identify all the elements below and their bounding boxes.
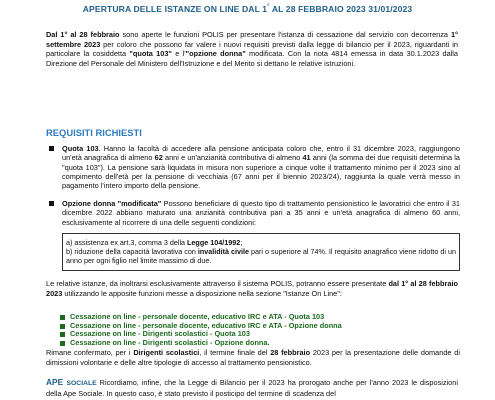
istanze-paragraph [46, 279, 458, 298]
square-bullet-icon [60, 332, 65, 337]
legge-104-label: Legge 104/1992 [187, 238, 241, 247]
rimane-text-2: , il termine finale del [199, 348, 271, 357]
rimane-dirigenti: Dirigenti scolastici [133, 348, 200, 357]
quota103-item [62, 144, 460, 190]
square-bullet-icon [60, 341, 65, 346]
section-title-requisiti: REQUISITI RICHIESTI [46, 127, 142, 138]
invalidita-label: invalidità civile [197, 247, 249, 256]
istanze-text-1: Le relative istanze, da inoltrarsi esclusivamente attraverso il sistema POLIS, potranno essere presentate [46, 279, 389, 288]
cessazione-link-label[interactable]: Cessazione on line - personale docente, educativo IRC e ATA - Opzione donna [70, 320, 342, 330]
rimane-text-1: Rimane confermato, per i [46, 348, 134, 357]
quota103-text-2: anni e un'anzianità contributiva di almeno [162, 153, 303, 163]
square-bullet-icon [49, 146, 54, 151]
rimane-date: 28 febbraio [270, 348, 311, 357]
header-middle: DAL 1 [239, 4, 268, 14]
quota103-title: Quota 103 [62, 144, 99, 153]
intro-text-2: per coloro che possono far valere i nuovi requisiti previsti dalla legge di bilancio per il 2023, riguardanti in particolare la cosiddetta [46, 39, 459, 58]
header-degree: ° [267, 4, 270, 11]
ape-text: Ricordiamo, infine, che la Legge di Bilancio per il 2023 ha prorogato anche per l'anno 2023 le disposizioni della Ape Sociale. In questo caso, è stato previsto il posticipo del termine di scadenza del [46, 378, 458, 398]
istanze-dates: dal 1° al 28 febbraio 2023 [46, 279, 458, 298]
rimane-paragraph [46, 348, 460, 367]
intro-date-range: Dal 1° al 28 febbraio [46, 30, 120, 39]
ape-paragraph [46, 378, 458, 398]
istanze-text-2: utilizzando le apposite funzioni messe a disposizione nella sezione "Istanze On Line": [62, 288, 342, 298]
rimane-text-3: 2023 per la presentazione delle domande di dimissioni volontarie e delle altre tipologie di accesso al trattamento pensionistico. [46, 348, 460, 367]
cessazione-links-list [70, 313, 450, 347]
quota103-text-1: . Hanno la facoltà di accedere alla pensione anticipata coloro che, entro il 31 dicembre 2023, raggiungono un'età anagrafica di almeno [62, 144, 460, 163]
intro-quota103: "quota 103" [129, 49, 172, 58]
opzione-donna-item [62, 199, 460, 227]
square-bullet-icon [60, 315, 65, 320]
square-bullet-icon [49, 201, 54, 206]
quota103-age: 62 [154, 153, 163, 163]
intro-paragraph [46, 30, 458, 68]
intro-text-3: e l' [171, 49, 186, 58]
cessazione-link-label[interactable]: Cessazione on line - Dirigenti scolastici - Opzione donna. [70, 337, 270, 347]
intro-opzione-donna: "opzione donna" [185, 49, 246, 58]
header-prefix: APERTURA DELLE [82, 4, 165, 14]
quota103-years: 41 [302, 153, 311, 163]
condition-b: b) riduzione della capacità lavorativa con invalidità civile pari o superiore al 74%. Il requisito anagrafico viene ridotto di un anno per ogni figlio nel limite massimo di due. [66, 247, 456, 265]
header-febbraio: FEBBRAIO [298, 4, 344, 14]
header-al: AL 28 [269, 4, 299, 14]
square-bullet-icon [60, 324, 65, 329]
header-istanze: ISTANZE ON LINE [164, 4, 240, 14]
header-dates: 2023 31/01/2023 [343, 4, 413, 14]
condition-a: a) assistenza ex art.3, comma 3 della Legge 104/1992; [66, 238, 243, 247]
cessazione-link-label[interactable]: Cessazione on line - personale docente, educativo IRC e ATA - Quota 103 [70, 312, 325, 321]
cessazione-link-item[interactable] [70, 339, 450, 348]
ape-title-sociale: SOCIALE [66, 380, 97, 387]
intro-text-1: sono aperte le funzioni POLIS per presentare l'istanza di cessazione dal servizio con decorrenza [119, 30, 451, 39]
intro-decorrenza: 1° settembre 2023 [46, 30, 458, 49]
opzione-text: Possono beneficiare di questo tipo di trattamento pensionistico le lavoratrici che entro il 31 dicembre 2022 abbiano maturato una anzianità contributiva pari a 35 anni e un'età anagrafica di almeno 60 anni, esclusivamente al ricorrere di una delle seguenti condizioni: [62, 199, 460, 227]
cessazione-link-label[interactable]: Cessazione on line - Dirigenti scolastici - Quota 103 [70, 329, 250, 339]
quota103-text-3: anni (la somma dei due requisiti determina la "quota 103"). La pensione sarà liquidata in misura non superiore a cinque volte il trattamento minimo per il 2023 sino al compimento dell'età per la pensione di vecchiaia (67 anni per il biennio 2023/24), raggiunta la quale verrà messo in pagamento l'intero importo della pensione. [62, 153, 460, 191]
opzione-title: Opzione donna "modificata" [62, 199, 162, 208]
conditions-box [62, 233, 460, 271]
ape-title: APE [46, 377, 67, 387]
page-header [0, 4, 495, 14]
intro-text-4: modificata. Con la nota 4814 emessa in data 30.1.2023 dalla Direzione del Personale del Ministero dell'Istruzione e del Merito si dettano le relative istruzioni. [46, 49, 458, 68]
